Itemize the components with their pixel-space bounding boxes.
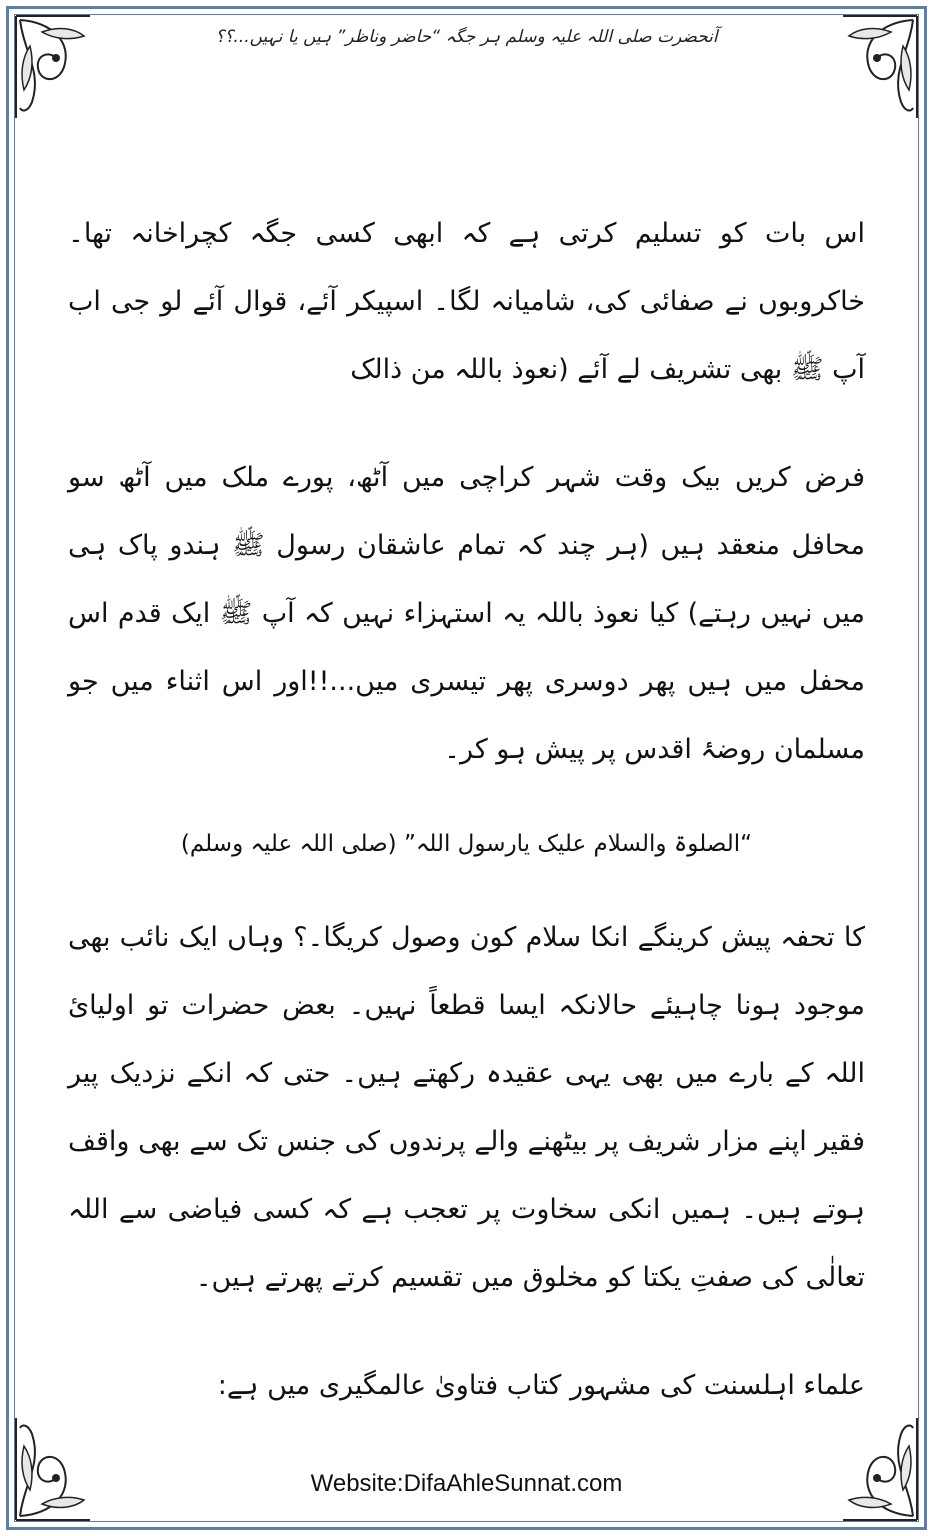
paragraph-1: اس بات کو تسلیم کرتی ہے کہ ابھی کسی جگہ کچراخانہ تھا۔ خاکروبوں نے صفائی کی، شامیانہ لگا۔ اسپیکر آئے، قوال آئے لو جی اب آپ ﷺ بھی تشریف لے آئے (نعوذ باللہ من ذالک: [68, 218, 865, 385]
document-body: [68, 200, 865, 1460]
corner-ornament-icon: [12, 12, 94, 122]
corner-ornament-icon: [839, 12, 921, 122]
paragraph-2: فرض کریں بیک وقت شہر کراچی میں آٹھ، پورے ملک میں آٹھ سو محافل منعقد ہیں (ہر چند کہ تمام عاشقان رسول ﷺ ہندو پاک ہی میں نہیں رہتے) کیا نعوذ باللہ یہ استہزاء نہیں کہ آپ ﷺ ایک قدم اس محفل میں ہیں پھر دوسری پھر تیسری میں...!!اور اس اثناء میں جو مسلمان روضۂ اقدس پر پیش ہو کر۔: [68, 462, 865, 765]
website-footer: Website:DifaAhleSunnat.com: [310, 1470, 623, 1497]
salutation-line: “الصلوۃ والسلام علیک یارسول اللہ” (صلی اللہ علیہ وسلم): [180, 831, 753, 857]
paragraph-3: کا تحفہ پیش کرینگے انکا سلام کون وصول کریگا۔؟ وہاں ایک نائب بھی موجود ہونا چاہیئے حالانکہ ایسا قطعاً نہیں۔ بعض حضرات تو اولیائ اللہ کے بارے میں بھی یہی عقیدہ رکھتے ہیں۔ حتی کہ انکے نزدیک پیر فقیر اپنے مزار شریف پر بیٹھنے والے پرندوں کی جنس تک سے بھی واقف ہوتے ہیں۔ ہمیں انکی سخاوت پر تعجب ہے کہ کسی فیاضی سے اللہ تعالٰی کی صفتِ یکتا کو مخلوق میں تقسیم کرتے پھرتے ہیں۔: [68, 922, 865, 1293]
paragraph-4: علماء اہلسنت کی مشہور کتاب فتاویٰ عالمگیری میں ہے:: [217, 1370, 865, 1401]
page-header-title: آنحضرت صلی اللہ علیہ وسلم ہر جگہ “حاضر وناظر” ہیں یا نہیں...؟؟: [215, 27, 718, 47]
